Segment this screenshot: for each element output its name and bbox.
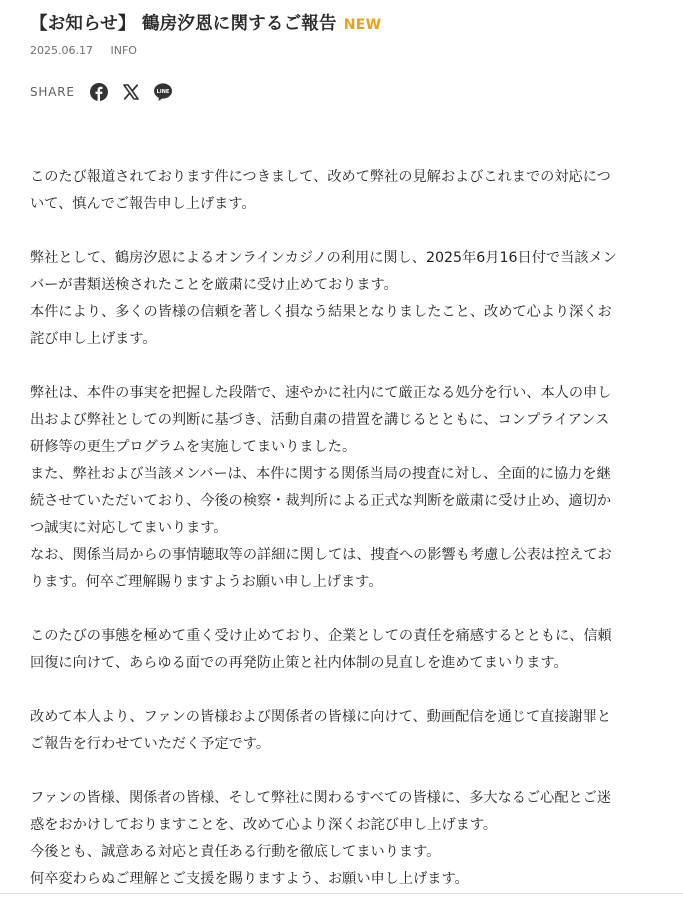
paragraph-line: つ誠実に対応してまいります。 xyxy=(30,520,228,536)
paragraph-line: 弊社は、本件の事実を把握した段階で、速やかに社内にて厳正なる処分を行い、本人の申し xyxy=(30,385,612,401)
paragraph xyxy=(30,785,654,893)
share-label: SHARE xyxy=(30,85,75,99)
paragraph-line: 弊社として、鶴房汐恩によるオンラインカジノの利用に関し、2025年6月16日付で当該メン xyxy=(30,250,617,266)
page-title: 【お知らせ】 鶴房汐恩に関するご報告 xyxy=(30,14,337,34)
post-date: 2025.06.17 xyxy=(30,44,93,57)
paragraph-line: 今後とも、誠意ある対応と責任ある行動を徹底してまいります。 xyxy=(30,844,441,860)
facebook-share-button[interactable] xyxy=(89,82,109,102)
paragraph-line: 出および弊社としての判断に基づき、活動自粛の措置を講じるとともに、コンプライアンス xyxy=(30,412,610,428)
paragraph-line: いて、慎んでご報告申し上げます。 xyxy=(30,196,256,212)
paragraph-line: 詫び申し上げます。 xyxy=(30,331,157,347)
paragraph-line: このたび報道されております件につきまして、改めて弊社の見解およびこれまでの対応につ xyxy=(30,169,611,185)
new-badge: NEW xyxy=(343,17,382,33)
divider xyxy=(0,893,683,894)
paragraph-line: ります。何卒ご理解賜りますようお願い申し上げます。 xyxy=(30,574,383,590)
paragraph-line: 研修等の更生プログラムを実施してまいりました。 xyxy=(30,439,357,455)
article-body xyxy=(30,164,654,920)
paragraph xyxy=(30,704,654,758)
category-label: INFO xyxy=(110,44,137,57)
line-share-button[interactable] xyxy=(153,82,173,102)
paragraph-line: 改めて本人より、ファンの皆様および関係者の皆様に向けて、動画配信を通じて直接謝罪と xyxy=(30,709,612,725)
paragraph xyxy=(30,164,654,218)
paragraph-line: バーが書類送検されたことを厳粛に受け止めております。 xyxy=(30,277,398,293)
line-icon xyxy=(153,82,173,102)
share-bar xyxy=(30,82,185,102)
paragraph-line: 何卒変わらぬご理解とご支援を賜りますよう、お願い申し上げます。 xyxy=(30,871,469,887)
x-share-button[interactable] xyxy=(121,82,141,102)
x-icon xyxy=(123,84,139,100)
paragraph-line: また、弊社および当該メンバーは、本件に関する関係当局の捜査に対し、全面的に協力を継 xyxy=(30,466,611,482)
article-meta xyxy=(30,44,137,57)
paragraph-line: なお、関係当局からの事情聴取等の詳細に関しては、捜査への影響も考慮し公表は控えてお xyxy=(30,547,612,563)
paragraph-line: 回復に向けて、あらゆる面での再発防止策と社内体制の見直しを進めてまいります。 xyxy=(30,655,568,671)
paragraph-line: ファンの皆様、関係者の皆様、そして弊社に関わるすべての皆様に、多大なるご心配とご迷 xyxy=(30,790,612,806)
paragraph-line: 続させていただいており、今後の検察・裁判所による正式な判断を厳粛に受け止め、適切か xyxy=(30,493,612,509)
paragraph-line: このたびの事態を極めて重く受け止めており、企業としての責任を痛感するとともに、信頼 xyxy=(30,628,612,644)
facebook-icon xyxy=(90,83,108,101)
paragraph-line: 惑をおかけしておりますことを、改めて心より深くお詫び申し上げます。 xyxy=(30,817,498,833)
paragraph-line: 本件により、多くの皆様の信頼を著しく損なう結果となりましたこと、改めて心より深くお xyxy=(30,304,612,320)
line-icon-text: LINE xyxy=(156,89,170,95)
paragraph xyxy=(30,623,654,677)
paragraph-line: ご報告を行わせていただく予定です。 xyxy=(30,736,271,752)
paragraph xyxy=(30,380,654,596)
title-row xyxy=(30,10,381,35)
paragraph xyxy=(30,245,654,353)
